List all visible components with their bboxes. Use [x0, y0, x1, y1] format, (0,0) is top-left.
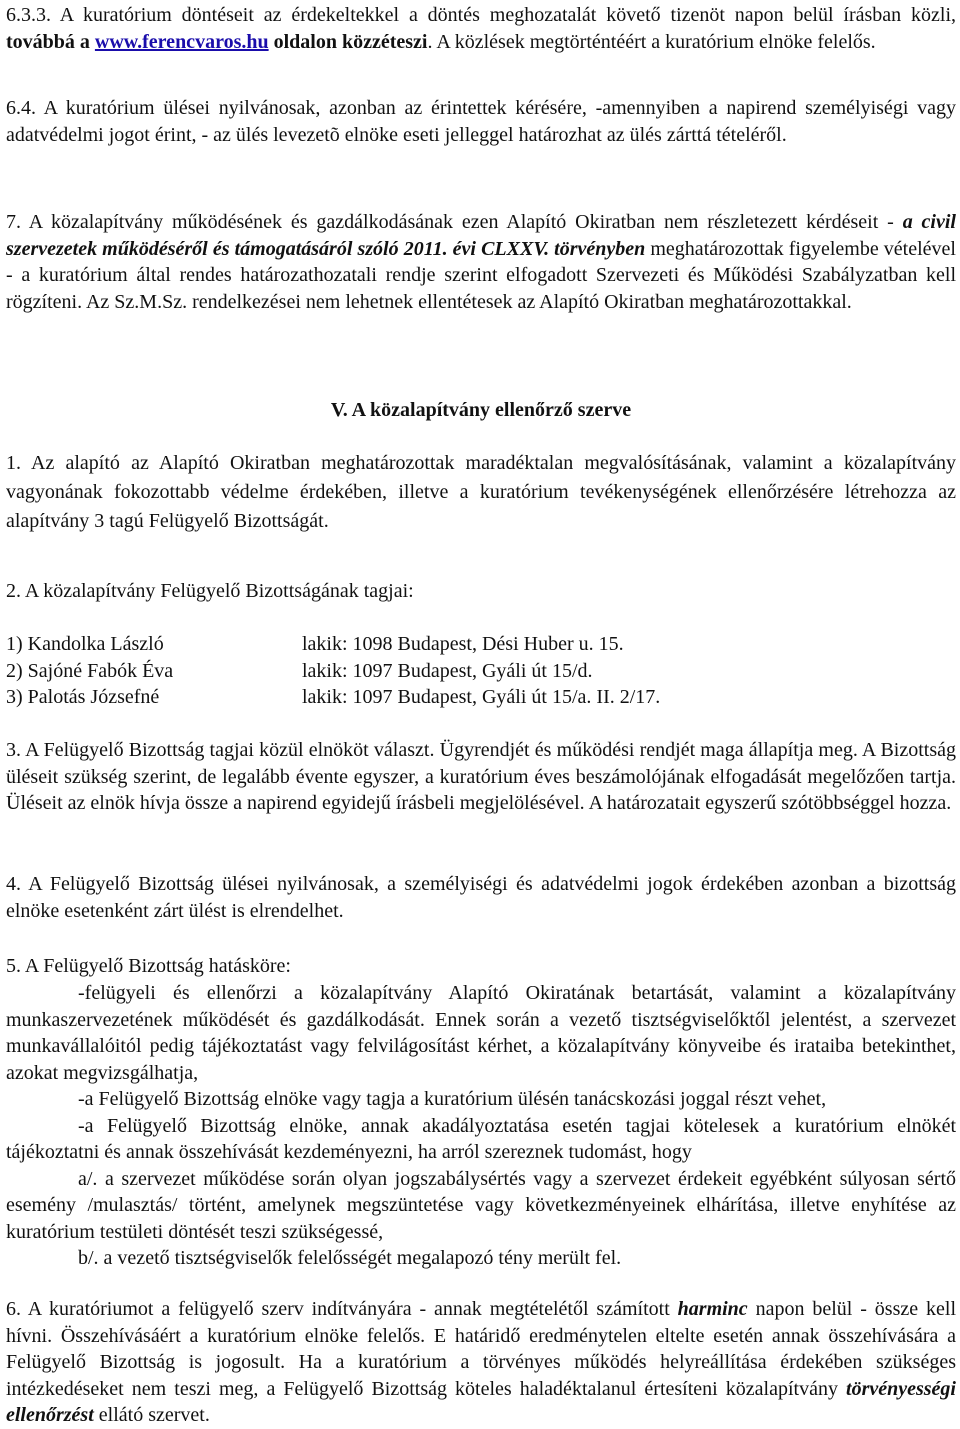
paragraph-s4: 4. A Felügyelő Bizottság ülései nyilvánosak, a személyiségi és adatvédelmi jogok érdekében azonban a bizottság elnöke esetenként zárt ülést is elrendelhet.	[6, 873, 956, 922]
text-span: ellátó szervet.	[93, 1404, 210, 1426]
paragraph-s2: 2. A közalapítvány Felügyelő Bizottságának tagjai:	[6, 580, 414, 602]
law-reference: a civil szervezetek működéséről és támogatásáról szóló 2011. évi CLXXV. törvényben	[6, 211, 956, 260]
member-name: 2) Sajóné Fabók Éva	[6, 659, 174, 682]
text-span: . A közlések megtörténtéért a kuratórium elnöke felelős.	[427, 30, 876, 53]
competence-item: b/. a vezető tisztségviselők felelősségét megalapozó tény merült fel.	[78, 1247, 622, 1269]
text-span: 6.3.3. A kuratórium döntéseit az érdekeltekkel a döntés meghozatalát követő tizenöt napon belül írásban közli,	[6, 4, 956, 26]
competence-item: a/. a szervezet működése során olyan jogszabálysértés vagy a szervezet érdekeit egyébként súlyosan sértő esemény /mulasztás/ történt, amelynek megszüntetése vagy következményeinek elhárítása, illetve enyhítése az kuratórium testületi döntését teszi szükségessé,	[6, 1167, 956, 1243]
member-address: lakik: 1098 Budapest, Dési Huber u. 15.	[302, 633, 624, 655]
member-row	[6, 631, 956, 658]
text-span: 7. A közalapítvány működésének és gazdálkodásának ezen Alapító Okiratban nem részletezett kérdéseit -	[6, 211, 903, 233]
member-name: 1) Kandolka László	[6, 633, 164, 655]
paragraph-6-3-3	[6, 2, 956, 55]
bold-span: oldalon közzéteszi	[273, 30, 428, 53]
paragraph-7	[6, 209, 956, 315]
paragraph-s1: 1. Az alapító az Alapító Okiratban meghatározottak maradéktalan megvalósításának, valamint a közalapítvány vagyonának fokozottabb védelme érdekében, illetve a kuratórium tevékenységének ellenőrzésére létrehozza az alapítvány 3 tagú Felügyelő Bizottságát.	[6, 452, 956, 532]
paragraph-s6	[6, 1296, 956, 1429]
member-name: 3) Palotás Józsefné	[6, 686, 160, 708]
text-span: napon belül - össze kell hívni. Összehívásáért a kuratórium elnöke felelős. E határidő eredménytelen eltelte esetén annak összehívására a Felügyelő Bizottság is jogosult. Ha a kuratórium a törvényes működés helyreállítása érdekében szükséges intézkedéseket nem teszi meg, a Felügyelő Bizottság köteles haladéktalanul értesíteni közalapítvány	[6, 1298, 956, 1400]
website-link[interactable]: www.ferencvaros.hu	[94, 30, 269, 53]
member-row	[6, 684, 956, 711]
section-title: V. A közalapítvány ellenőrző szerve	[330, 399, 632, 421]
competence-item: -a Felügyelő Bizottság elnöke vagy tagja a kuratórium ülésén tanácskozási joggal részt vehet,	[78, 1088, 827, 1110]
paragraph-6-4: 6.4. A kuratórium ülései nyilvánosak, azonban az érintettek kérésére, -amennyiben a napirend személyiségi vagy adatvédelmi jogot érint, - az ülés levezetõ elnöke eseti jelleggel határozhat az ülés zárttá tételéről.	[6, 97, 956, 146]
deadline-emphasis: harminc	[677, 1298, 748, 1320]
bold-span: továbbá a	[6, 30, 90, 53]
competence-item: -felügyeli és ellenőrzi a közalapítvány Alapító Okiratának betartását, valamint a közalapítvány munkaszervezetének működését és gazdálkodását. Ennek során a vezető tisztségviselőktől jelentést, a szervezet munkavállalóitól pedig tájékoztatást vagy felvilágosítást kérhet, a közalapítvány könyveibe és irataiba betekinthet, azokat megvizsgálhatja,	[6, 982, 956, 1084]
paragraph-s5-heading: 5. A Felügyelő Bizottság hatásköre:	[6, 955, 291, 977]
member-list	[6, 631, 956, 711]
member-row	[6, 658, 956, 685]
member-address: lakik: 1097 Budapest, Gyáli út 15/a. II. 2/17.	[302, 686, 661, 708]
text-span: meghatározottak figyelembe vételével - a kuratórium által rendes határozathozatali rendje szerint elfogadott Szervezeti és Működési Szabályzatban kell rögzíteni. Az Sz.M.Sz. rendelkezései nem lehetnek ellentétesek az Alapító Okiratban meghatározottakkal.	[6, 237, 956, 313]
competence-item: -a Felügyelő Bizottság elnöke, annak akadályoztatása esetén tagjai kötelesek a kuratórium elnökét tájékoztatni és annak összehívását kezdeményezni, ha arról szereznek tudomást, hogy	[6, 1114, 956, 1163]
paragraph-s3: 3. A Felügyelő Bizottság tagjai közül elnököt választ. Ügyrendjét és működési rendjét maga állapítja meg. A Bizottság üléseit szükség szerint, de legalább évente egyszer, a kuratórium éves beszámolójának elfogadását megelőzően tartja. Üléseit az elnök hívja össze a napirend egyidejű írásbeli megjelölésével. A határozatait egyszerű szótöbbséggel hozza.	[6, 739, 956, 814]
s5-items	[6, 980, 956, 1272]
legal-emphasis: törvényességi ellenőrzést	[6, 1377, 956, 1426]
text-span: 6. A kuratóriumot a felügyelő szerv indítványára - annak megtételétől számított	[6, 1298, 678, 1320]
member-address: lakik: 1097 Budapest, Gyáli út 15/d.	[302, 659, 593, 682]
